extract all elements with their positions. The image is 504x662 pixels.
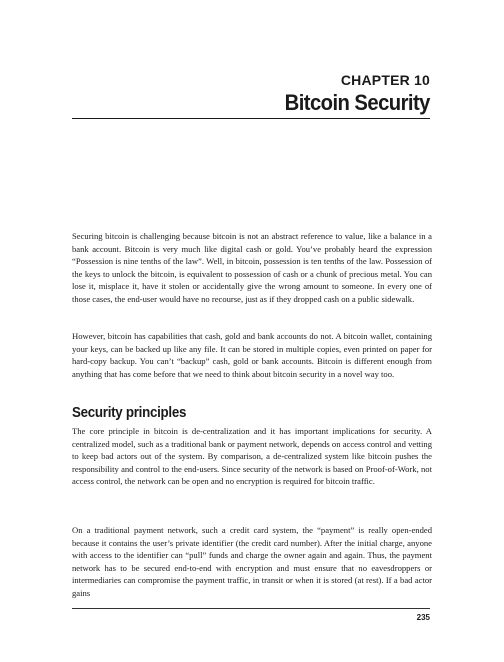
- intro-paragraph-2: However, bitcoin has capabilities that cash, gold and bank accounts do not. A bitcoin wallet, containing your keys, can be backed up like any file. It can be stored in multiple copies, even printed on paper for hard-copy backup. You can’t “backup” cash, gold or bank accounts. Bitcoin is different enough from anything that has come before that we need to think about bitcoin security in a novel way too.: [72, 331, 432, 379]
- chapter-title: Bitcoin Security: [284, 90, 430, 115]
- title-rule: [72, 118, 430, 119]
- principles-paragraph-2: On a traditional payment network, such a credit card system, the “payment” is really open-ended because it contains the user’s private identifier (the credit card number). After the initial charge, anyone with access to the identifier can “pull” funds and charge the owner again and again. Thus, the payment network has to be secured end-to-end with encryption and must ensure that no eavesdroppers or intermediaries can compromise the payment traffic, in transit or when it is stored (at rest). If a bad actor gains: [72, 525, 432, 598]
- footer-rule: [72, 608, 430, 609]
- page-number: 235: [416, 613, 430, 622]
- chapter-label: CHAPTER 10: [340, 72, 430, 88]
- intro-paragraph-1: Securing bitcoin is challenging because bitcoin is not an abstract reference to value, like a balance in a bank account. Bitcoin is very much like digital cash or gold. You’ve probably heard the expression “Possession is nine tenths of the law”. Well, in bitcoin, possession is ten tenths of the law. Possession of the keys to unlock the bitcoin, is equivalent to possession of cash or a chunk of precious metal. You can lose it, misplace it, have it stolen or accidentally give the wrong amount to someone. In every one of those cases, the end-user would have no recourse, just as if they dropped cash on a public sidewalk.: [72, 231, 432, 304]
- section-heading: Security principles: [72, 405, 187, 421]
- principles-paragraph-1: The core principle in bitcoin is de-centralization and it has important implications for security. A centralized model, such as a traditional bank or payment network, depends on access control and vetting to keep bad actors out of the system. By comparison, a de-centralized system like bitcoin pushes the responsibility and control to the end-users. Since security of the network is based on Proof-of-Work, not access control, the network can be open and no encryption is required for bitcoin traffic.: [72, 426, 432, 487]
